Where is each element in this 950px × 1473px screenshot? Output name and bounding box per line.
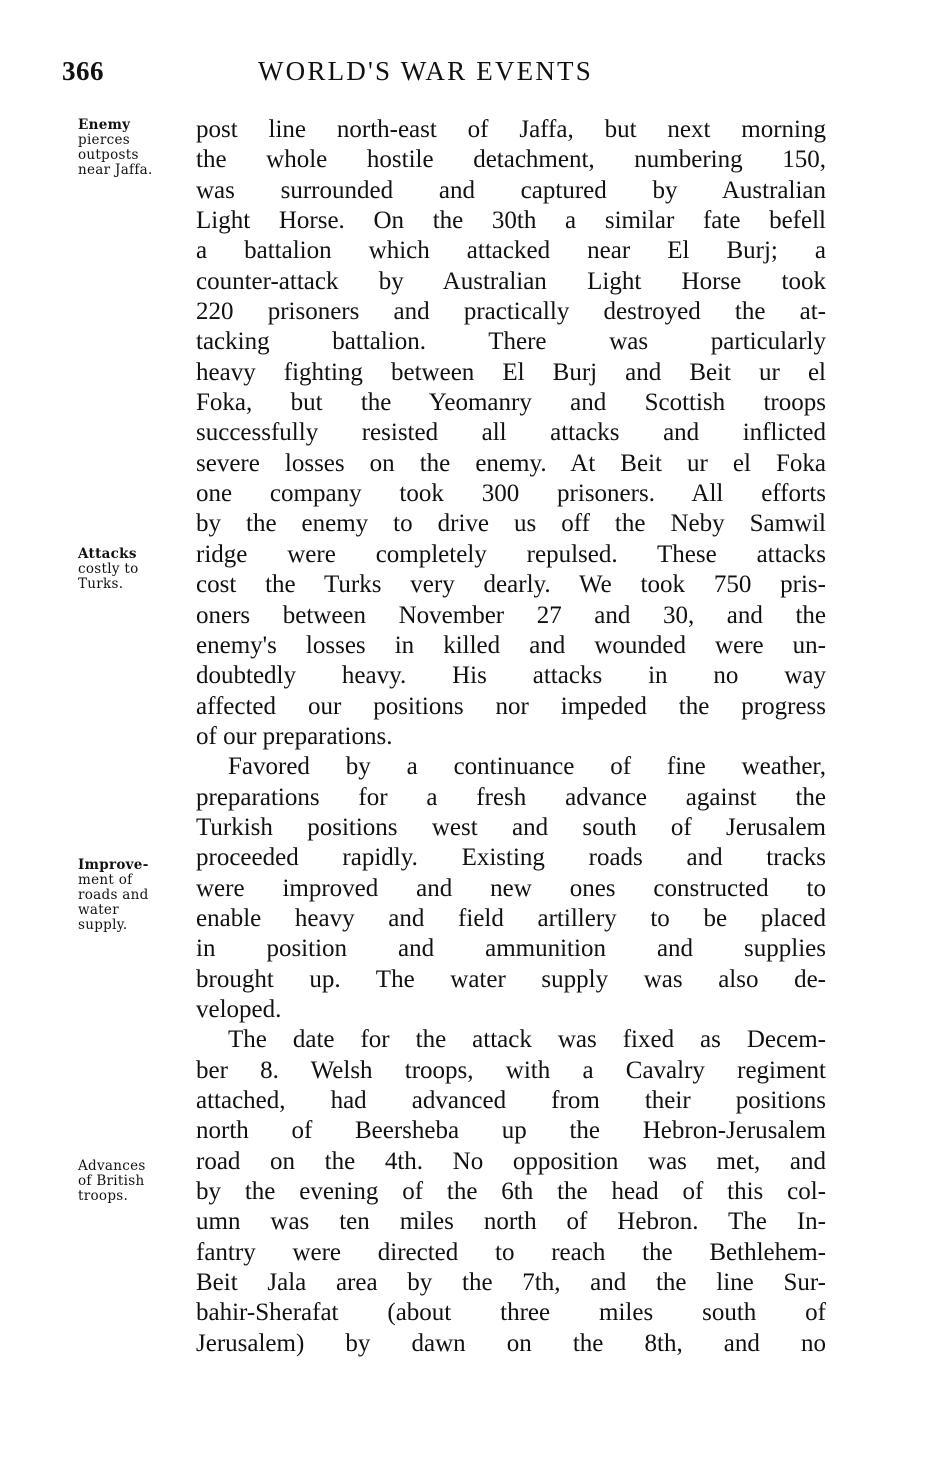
text-line: road on the 4th. No opposition was met, and bbox=[196, 1147, 826, 1175]
text-line: by the enemy to drive us off the Neby Samwil bbox=[196, 510, 826, 538]
text-line: heavy fighting between El Burj and Beit ur el bbox=[196, 358, 826, 386]
text-line: severe losses on the enemy. At Beit ur el Foka bbox=[196, 449, 826, 477]
margin-note-line: pierces bbox=[78, 132, 130, 148]
text-line: enable heavy and field artillery to be placed bbox=[196, 904, 826, 932]
text-line: tacking battalion. There was particularly bbox=[196, 328, 826, 356]
margin-note-line: Enemy bbox=[78, 117, 131, 133]
margin-note-line: roads and bbox=[78, 887, 149, 903]
text-line: were improved and new ones constructed to bbox=[196, 874, 826, 902]
text-line: successfully resisted all attacks and inflicted bbox=[196, 419, 826, 447]
paragraph-start-line: The date for the attack was fixed as Decem- bbox=[228, 1026, 826, 1054]
margin-note-line: Attacks bbox=[78, 546, 137, 562]
text-line: ber 8. Welsh troops, with a Cavalry regiment bbox=[196, 1056, 826, 1084]
text-line: ridge were completely repulsed. These attacks bbox=[196, 540, 826, 568]
margin-note-improvement-roads-water bbox=[78, 858, 149, 933]
margin-note-line: outposts bbox=[78, 147, 139, 163]
page-number: 366 bbox=[62, 56, 104, 86]
text-line: in position and ammunition and supplies bbox=[196, 935, 826, 963]
text-line: by the evening of the 6th the head of this col- bbox=[196, 1178, 826, 1206]
margin-note-line: ment of bbox=[78, 872, 133, 888]
margin-note-line: supply. bbox=[78, 917, 128, 933]
margin-note-line: Advances bbox=[78, 1158, 146, 1174]
text-line: north of Beersheba up the Hebron-Jerusalem bbox=[196, 1117, 826, 1145]
text-line: counter-attack by Australian Light Horse took bbox=[196, 267, 826, 295]
text-line: affected our positions nor impeded the progress bbox=[196, 692, 826, 720]
text-line: bahir-Sherafat (about three miles south of bbox=[196, 1299, 826, 1327]
text-line: Light Horse. On the 30th a similar fate befell bbox=[196, 207, 826, 235]
running-title: WORLD'S WAR EVENTS bbox=[258, 56, 593, 86]
text-line: proceeded rapidly. Existing roads and tracks bbox=[196, 844, 826, 872]
text-line: attached, had advanced from their positions bbox=[196, 1087, 826, 1114]
text-line: doubtedly heavy. His attacks in no way bbox=[196, 662, 826, 690]
text-line: Turkish positions west and south of Jerusalem bbox=[196, 813, 826, 841]
margin-note-line: of British bbox=[78, 1173, 145, 1189]
margin-note-line: Turks. bbox=[78, 576, 124, 592]
margin-note-line: Improve- bbox=[78, 857, 149, 873]
text-line: 220 prisoners and practically destroyed the at- bbox=[196, 298, 826, 326]
margin-note-attacks-costly bbox=[78, 547, 139, 592]
text-line: enemy's losses in killed and wounded were un- bbox=[196, 631, 826, 659]
text-line: Beit Jala area by the 7th, and the line Sur- bbox=[196, 1269, 826, 1297]
margin-note-enemy-pierces-outposts bbox=[78, 118, 153, 178]
text-line: Jerusalem) by dawn on the 8th, and no bbox=[196, 1329, 826, 1357]
body-text bbox=[196, 115, 826, 1359]
text-line: umn was ten miles north of Hebron. The In- bbox=[196, 1208, 826, 1236]
text-line: Foka, but the Yeomanry and Scottish troops bbox=[196, 389, 826, 417]
margin-note-line: water bbox=[78, 902, 119, 918]
text-line: one company took 300 prisoners. All efforts bbox=[196, 480, 826, 508]
page-header bbox=[62, 56, 832, 92]
text-line: a battalion which attacked near El Burj; a bbox=[196, 237, 826, 265]
text-line: preparations for a fresh advance against the bbox=[196, 783, 826, 811]
text-line: oners between November 27 and 30, and the bbox=[196, 601, 826, 629]
text-line: of our preparations. bbox=[196, 722, 393, 750]
text-line: cost the Turks very dearly. We took 750 pris- bbox=[196, 571, 826, 599]
text-line: brought up. The water supply was also de- bbox=[196, 965, 826, 993]
paragraph-start-line: Favored by a continuance of fine weather, bbox=[228, 753, 826, 781]
text-line: was surrounded and captured by Australian bbox=[196, 176, 826, 204]
text-line: veloped. bbox=[196, 995, 282, 1023]
margin-note-line: near Jaffa. bbox=[78, 162, 153, 178]
margin-note-advances-british bbox=[78, 1159, 146, 1204]
text-line: fantry were directed to reach the Bethlehem- bbox=[196, 1238, 826, 1266]
text-line: post line north-east of Jaffa, but next morning bbox=[196, 116, 826, 143]
text-line: the whole hostile detachment, numbering 150, bbox=[196, 146, 826, 174]
margin-note-line: troops. bbox=[78, 1188, 129, 1204]
margin-note-line: costly to bbox=[78, 561, 139, 577]
